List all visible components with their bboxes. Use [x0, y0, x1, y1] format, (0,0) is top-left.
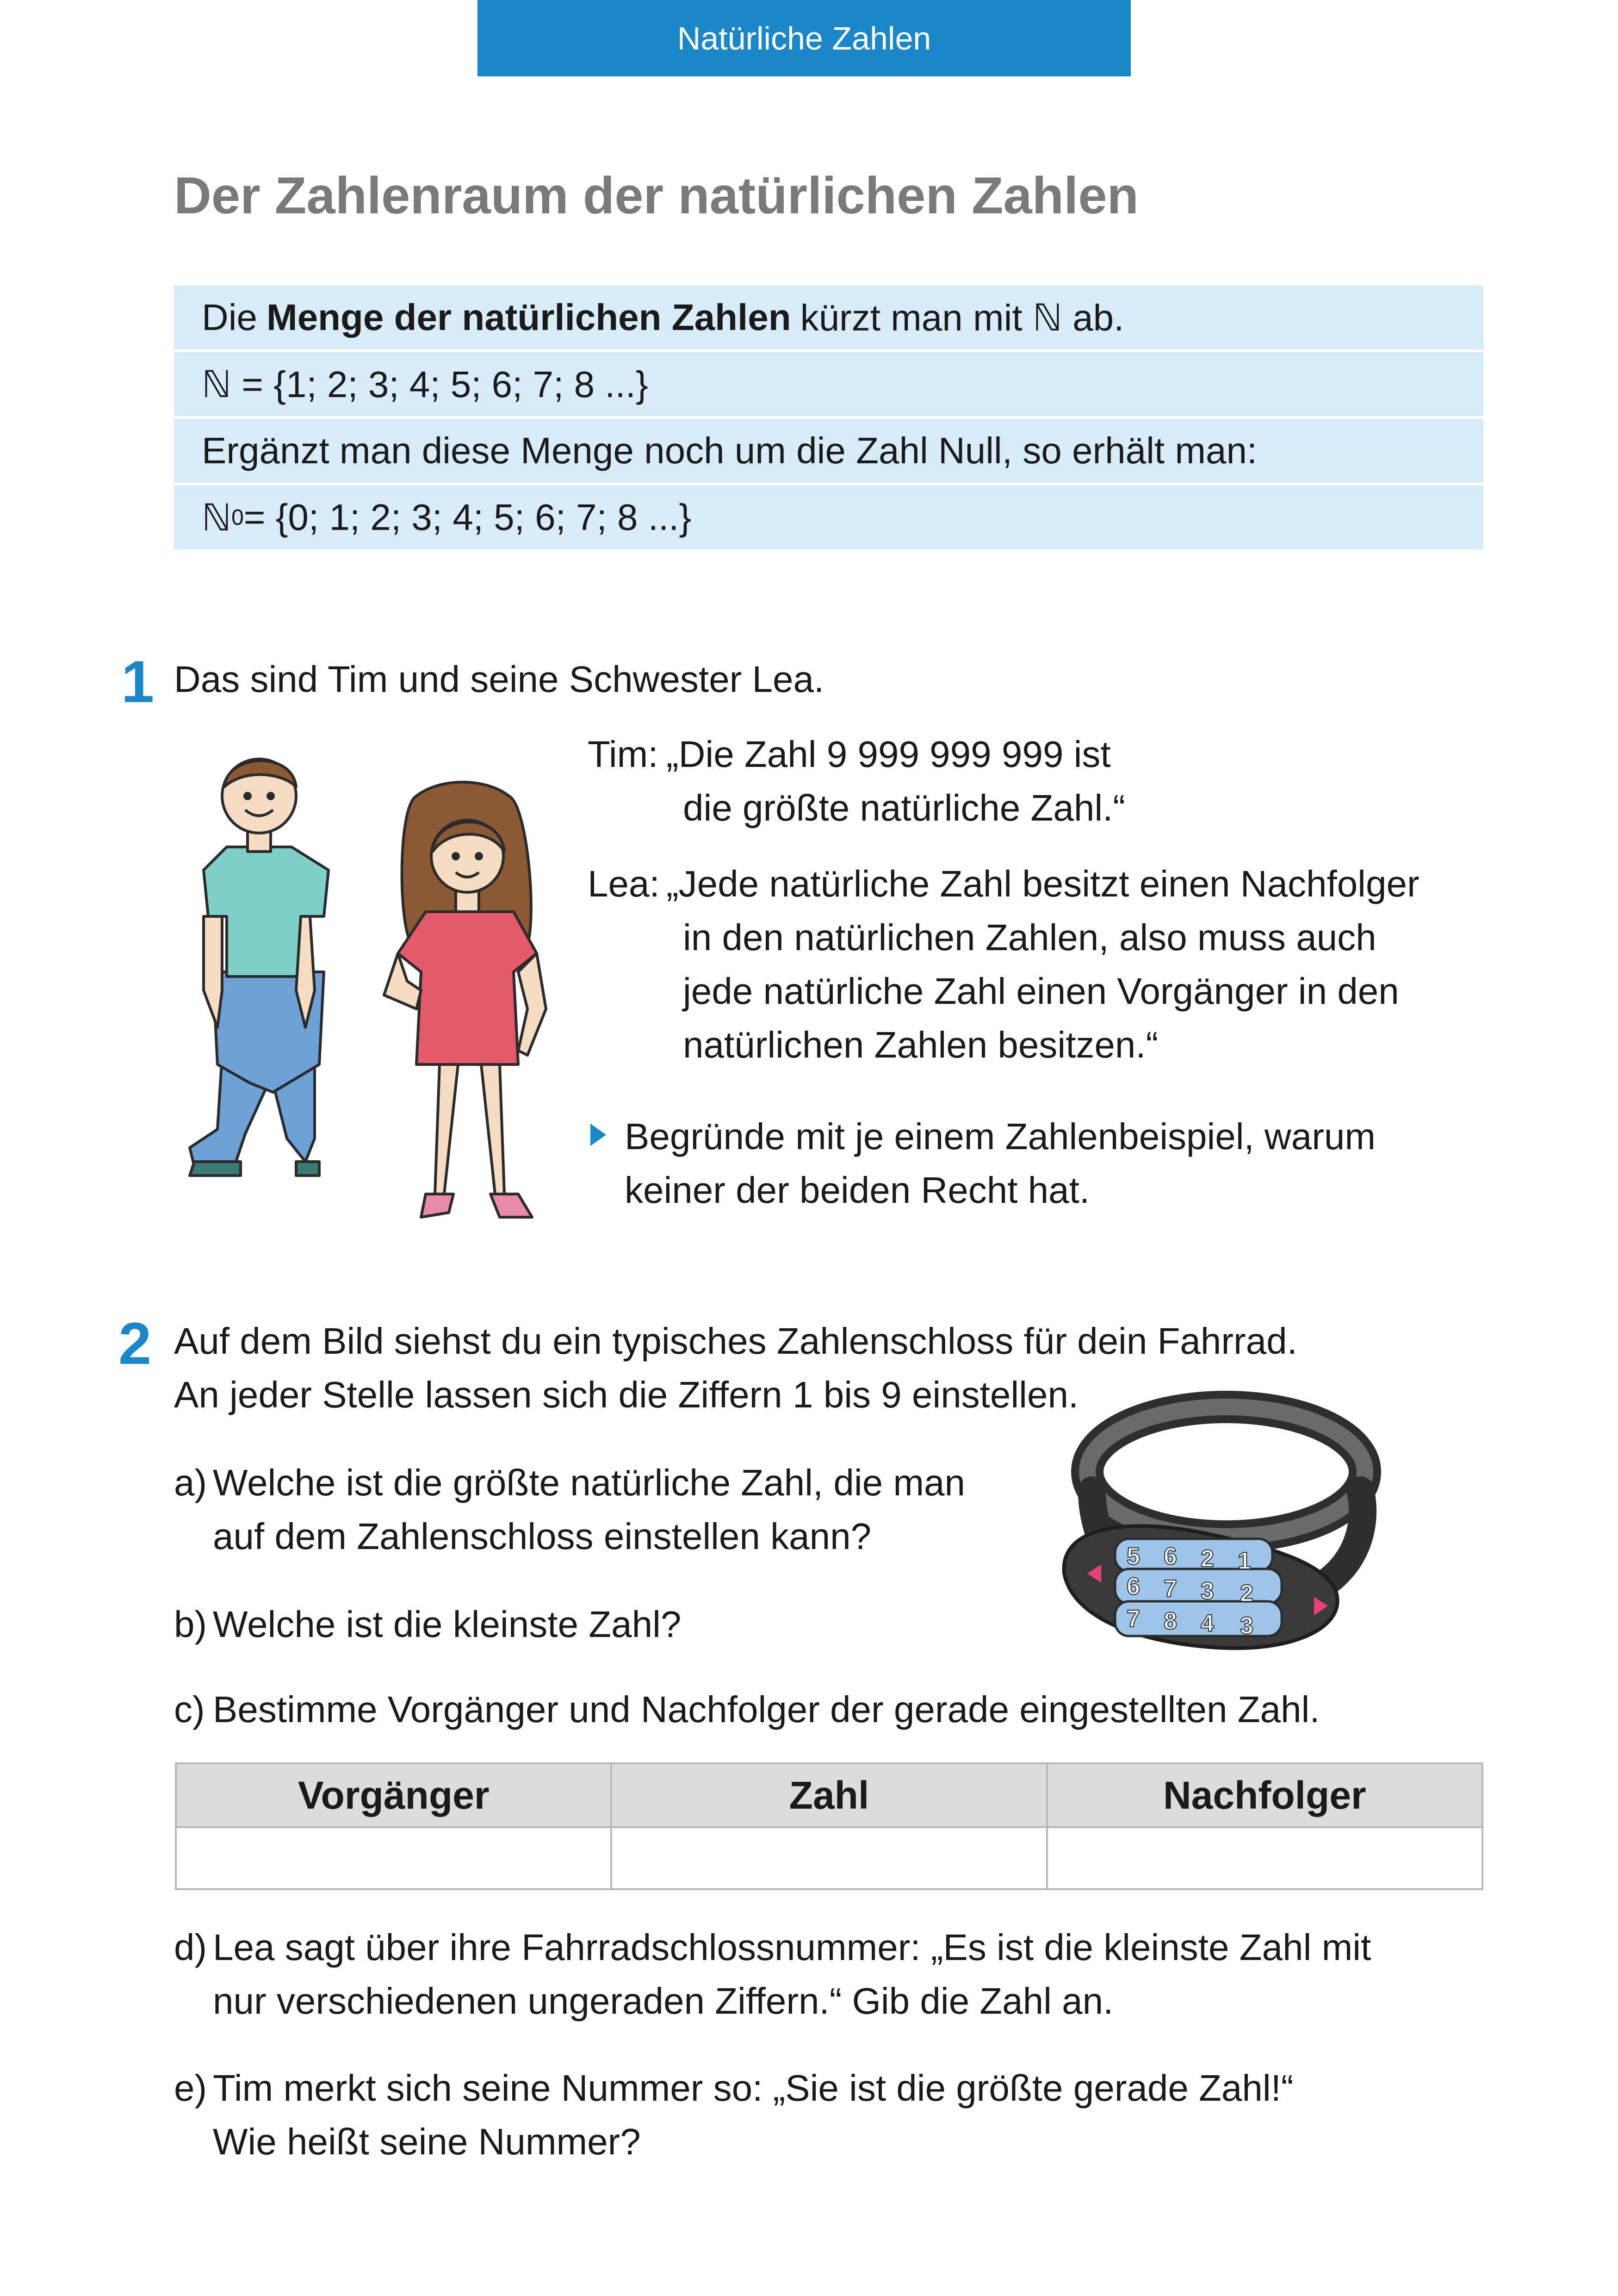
lock-digit: 8 [1164, 1608, 1177, 1635]
definition-extension-text: Ergänzt man diese Menge noch um die Zahl Null, so erhält man: [202, 430, 1258, 471]
lock-digit: 3 [1201, 1578, 1214, 1605]
lock-digit: 1 [1238, 1548, 1251, 1574]
task-1-instruction-line-1: Begründe mit je einem Zahlenbeispiel, warum [625, 1116, 1376, 1157]
lock-digit: 4 [1201, 1610, 1214, 1637]
task-1-number: 1 [121, 649, 155, 715]
lea-speaker: Lea: [588, 863, 660, 904]
definition-row-2 [174, 352, 1483, 416]
definition-term: Menge der natürlichen Zahlen [267, 297, 791, 338]
task-2a-line-1: Welche ist die größte natürliche Zahl, die man [213, 1462, 965, 1503]
definition-text-post: kürzt man mit ℕ ab. [800, 297, 1124, 338]
set-n0-formula: = {0; 1; 2; 3; 4; 5; 6; 7; 8 ...} [243, 497, 692, 538]
set-n0-subscript: 0 [231, 505, 244, 530]
answer-cell-vorganger[interactable] [176, 1827, 611, 1889]
page-title: Der Zahlenraum der natürlichen Zahlen [174, 167, 1139, 224]
task-2a-line-2: auf dem Zahlenschloss einstellen kann? [213, 1516, 872, 1557]
answer-table-header-row [176, 1763, 1482, 1827]
tim-speaker: Tim: [588, 734, 658, 775]
lock-digit: 7 [1127, 1605, 1140, 1632]
task-2e-line-1: Tim merkt sich seine Nummer so: „Sie ist die größte gerade Zahl!“ [213, 2067, 1294, 2109]
definition-row-3 [174, 419, 1483, 483]
header-nachfolger: Nachfolger [1047, 1763, 1482, 1827]
definition-row-4 [174, 485, 1483, 549]
lock-digit: 3 [1240, 1612, 1253, 1639]
tim-figure [190, 759, 329, 1176]
task-2e-line-2: Wie heißt seine Nummer? [213, 2121, 641, 2162]
chapter-tab-label: Natürliche Zahlen [677, 20, 931, 56]
task-2-number: 2 [118, 1311, 152, 1377]
lea-figure [384, 782, 546, 1217]
header-zahl: Zahl [611, 1763, 1047, 1827]
lea-quote-line-1: „Jede natürliche Zahl besitzt einen Nachfolger [666, 863, 1420, 904]
lock-digit: 7 [1164, 1575, 1177, 1602]
answer-cell-zahl[interactable] [611, 1827, 1047, 1889]
task-2d-line-1: Lea sagt über ihre Fahrradschlossnummer: „Es ist die kleinste Zahl mit [213, 1927, 1371, 1968]
chapter-tab [477, 0, 1131, 76]
task-2c-label: c) [174, 1689, 205, 1730]
lock-digit: 6 [1164, 1543, 1177, 1570]
task-2d-label: d) [174, 1927, 207, 1968]
answer-table [175, 1762, 1483, 1890]
answer-cell-nachfolger[interactable] [1047, 1827, 1482, 1889]
lea-quote-line-2: in den natürlichen Zahlen, also muss auch [683, 917, 1376, 958]
task-2b-label: b) [174, 1604, 207, 1645]
task-2c-line-1: Bestimme Vorgänger und Nachfolger der gerade eingestellten Zahl. [213, 1689, 1320, 1730]
lock-digit: 5 [1127, 1543, 1140, 1570]
definition-text-pre: Die [202, 297, 258, 338]
task-2a-label: a) [174, 1462, 207, 1503]
task-2b-line-1: Welche ist die kleinste Zahl? [213, 1604, 682, 1645]
lock-digit: 2 [1201, 1545, 1214, 1572]
task-2d-line-2: nur verschiedenen ungeraden Ziffern.“ Gib die Zahl an. [213, 1980, 1114, 2022]
task-2-intro-line-1: Auf dem Bild siehst du ein typisches Zahlenschloss für dein Fahrrad. [174, 1320, 1297, 1362]
definition-row-1 [174, 286, 1483, 349]
bike-lock-illustration [1050, 1379, 1402, 1666]
task-1-instruction-line-2: keiner der beiden Recht hat. [625, 1170, 1090, 1211]
header-vorganger: Vorgänger [176, 1763, 611, 1827]
task-2e-label: e) [174, 2067, 207, 2109]
lea-quote-line-4: natürlichen Zahlen besitzen.“ [683, 1024, 1159, 1065]
answer-table-row [176, 1827, 1482, 1889]
tim-and-lea-illustration [185, 731, 564, 1231]
lock-digit: 6 [1127, 1573, 1140, 1600]
lock-digit: 2 [1240, 1580, 1253, 1607]
tim-quote-line-1: „Die Zahl 9 999 999 999 ist [666, 734, 1111, 775]
task-arrow-icon [590, 1124, 606, 1146]
set-n0-symbol: ℕ [202, 497, 232, 538]
task-2-intro-line-2: An jeder Stelle lassen sich die Ziffern 1 bis 9 einstellen. [174, 1374, 1079, 1415]
set-n-formula: ℕ = {1; 2; 3; 4; 5; 6; 7; 8 ...} [202, 363, 648, 405]
definition-box [174, 286, 1483, 552]
task-1-intro: Das sind Tim und seine Schwester Lea. [174, 659, 824, 700]
tim-quote-line-2: die größte natürliche Zahl.“ [683, 787, 1126, 828]
lea-quote-line-3: jede natürliche Zahl einen Vorgänger in den [683, 971, 1399, 1012]
